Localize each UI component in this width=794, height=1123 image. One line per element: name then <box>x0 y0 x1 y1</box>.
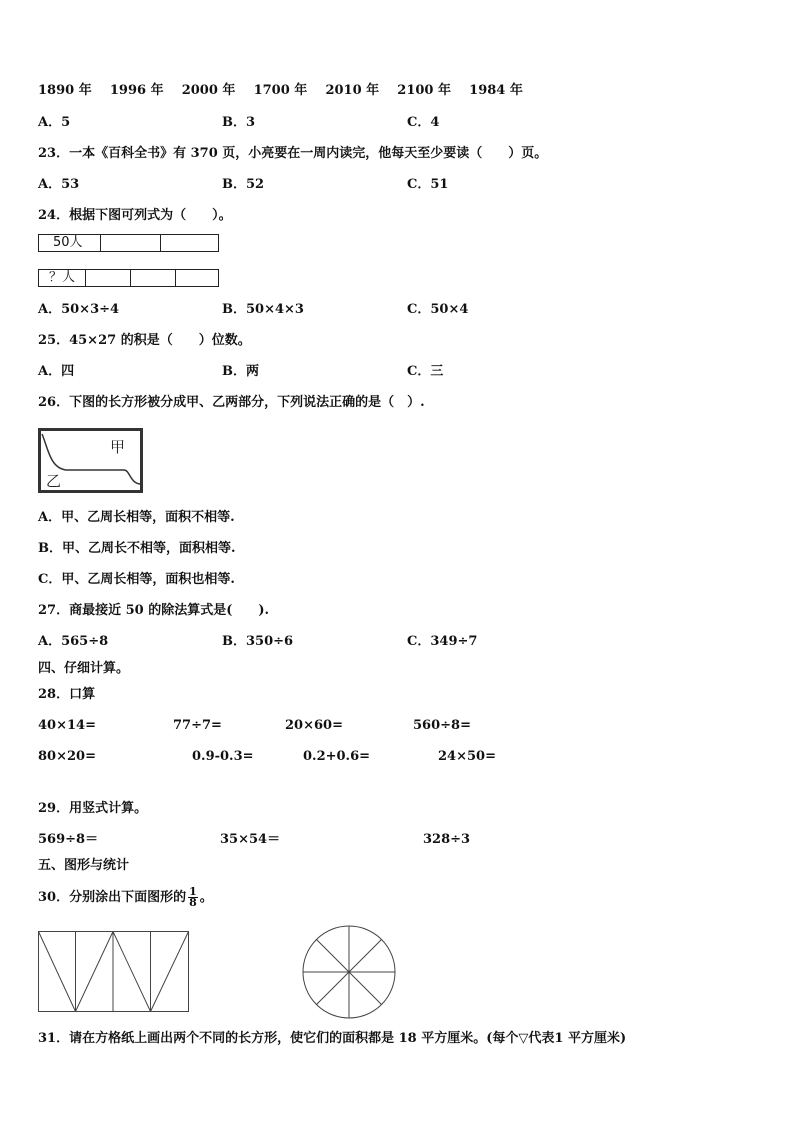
year-item: 1984 年 <box>469 83 523 98</box>
fraction-one-eighth <box>188 887 198 908</box>
q25-option-c: C．三 <box>407 364 444 379</box>
q24-option-b: B．50×4×3 <box>222 302 304 317</box>
q29-item: 569÷8＝ <box>38 832 99 847</box>
diagonal <box>76 932 114 1012</box>
q30-rectangle-triangles <box>38 931 189 1012</box>
label-jia: 甲 <box>110 438 126 456</box>
q24-question: 24．根据下图可列式为（ ）。 <box>38 208 232 223</box>
bar2-segment <box>130 270 175 286</box>
q30-text-after: 。 <box>199 890 213 905</box>
q30-circle-eighths <box>301 924 397 1020</box>
q29-item: 328÷3 <box>423 832 471 847</box>
q26-option-a: A．甲、乙周长相等，面积不相等. <box>38 510 235 525</box>
bar2-segment <box>85 270 130 286</box>
q24-option-c: C．50×4 <box>407 302 469 317</box>
q31-question: 31．请在方格纸上画出两个不同的长方形，使它们的面积都是 18 平方厘米。(每个▽代表1 平方厘米) <box>38 1031 627 1046</box>
diagonal <box>151 932 189 1012</box>
q25-question: 25．45×27 的积是（ ）位数。 <box>38 333 251 348</box>
q29-item: 35×54＝ <box>220 832 281 847</box>
year-item: 1996 年 <box>109 83 164 98</box>
bar1-label: 50人 <box>53 235 83 250</box>
q28-item: 80×20= <box>38 749 96 764</box>
year-item: 1890 年 <box>38 83 92 98</box>
q24-bar-diagram-2 <box>38 269 219 287</box>
q23-option-b: B．52 <box>222 177 265 192</box>
q25-option-b: B．两 <box>222 364 259 379</box>
q29-heading: 29．用竖式计算。 <box>38 801 148 816</box>
year-item: 2010 年 <box>325 83 380 98</box>
year-item: 1700 年 <box>253 83 308 98</box>
q23-question: 23．一本《百科全书》有 370 页，小亮要在一周内读完，他每天至少要读（ ）页。 <box>38 146 548 161</box>
q22-option-b: B．3 <box>222 115 256 130</box>
fraction-denominator: 8 <box>189 896 197 909</box>
q23-option-c: C．51 <box>407 177 449 192</box>
section-4-heading: 四、仔细计算。 <box>38 661 130 676</box>
q22-option-a: A．5 <box>38 115 71 130</box>
q26-rectangle-figure <box>38 428 144 494</box>
bar2-segment <box>175 270 218 286</box>
q26-question: 26．下图的长方形被分成甲、乙两部分，下列说法正确的是（ ）. <box>38 395 425 410</box>
q27-option-b: B．350÷6 <box>222 634 294 649</box>
q27-question: 27．商最接近 50 的除法算式是( ). <box>38 603 270 618</box>
q28-item: 77÷7= <box>173 718 222 733</box>
q28-item: 0.9-0.3= <box>192 749 254 764</box>
fraction-numerator: 1 <box>189 885 197 898</box>
q22-option-c: C．4 <box>407 115 440 130</box>
q23-option-a: A．53 <box>38 177 80 192</box>
year-item: 2000 年 <box>181 83 236 98</box>
q24-option-a: A．50×3÷4 <box>38 302 120 317</box>
q26-option-b: B．甲、乙周长不相等，面积相等. <box>38 541 236 556</box>
diagonal <box>113 932 151 1012</box>
q28-item: 24×50= <box>438 749 496 764</box>
q30-question <box>38 887 213 908</box>
q24-bar-diagram-1 <box>38 234 219 252</box>
q25-option-a: A．四 <box>38 364 75 379</box>
section-5-heading: 五、图形与统计 <box>38 858 130 873</box>
diagonal <box>39 932 76 1012</box>
q28-item: 0.2+0.6= <box>303 749 371 764</box>
label-yi: 乙 <box>46 472 62 490</box>
years-line <box>38 83 537 99</box>
q28-item: 560÷8= <box>413 718 471 733</box>
year-item: 2100 年 <box>397 83 452 98</box>
q26-option-c: C．甲、乙周长相等，面积也相等. <box>38 572 235 587</box>
q27-option-c: C．349÷7 <box>407 634 478 649</box>
q28-item: 20×60= <box>285 718 343 733</box>
q28-item: 40×14= <box>38 718 96 733</box>
q30-text-before: 30．分别涂出下面图形的 <box>38 890 187 905</box>
bar2-label: ？人 <box>49 270 76 285</box>
q27-option-a: A．565÷8 <box>38 634 109 649</box>
q28-heading: 28．口算 <box>38 687 96 702</box>
bar1-segment <box>100 235 160 251</box>
bar1-segment <box>160 235 218 251</box>
